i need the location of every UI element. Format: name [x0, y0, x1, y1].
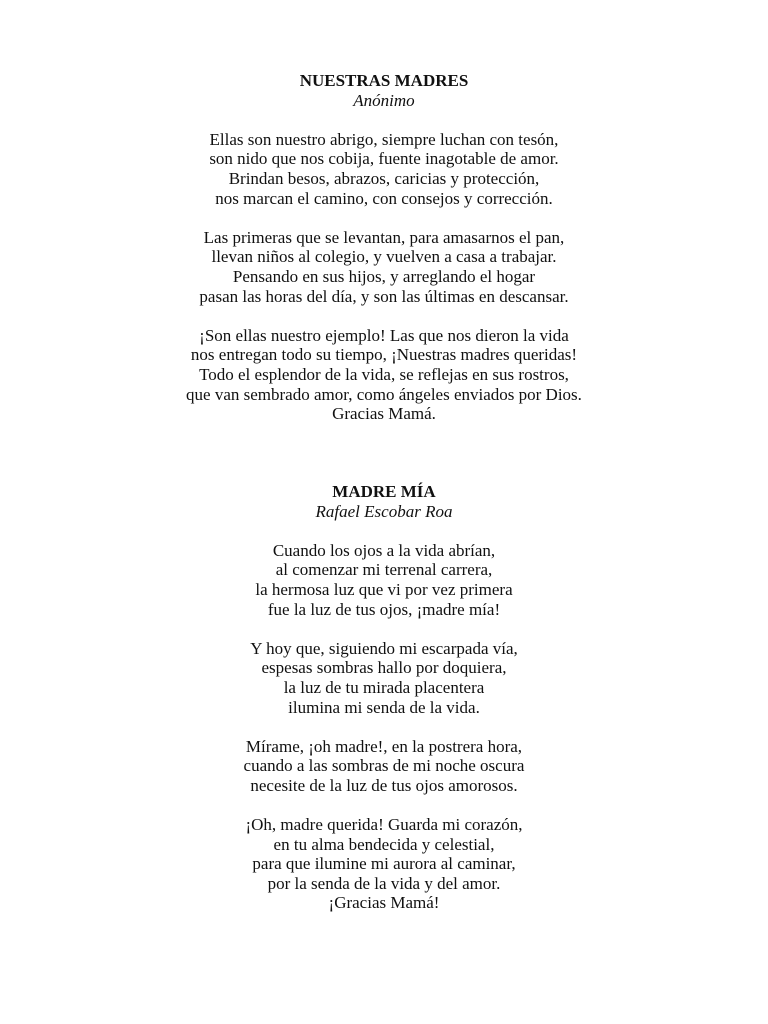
poem-line: Cuando los ojos a la vida abrían,	[272, 540, 496, 560]
poem-line: ¡Oh, madre querida! Guarda mi corazón,	[245, 815, 523, 835]
poem-line: al comenzar mi terrenal carrera,	[275, 560, 493, 580]
poem-line: pasan las horas del día, y son las últimas en descansar.	[199, 286, 569, 306]
poem-line: Brindan besos, abrazos, caricias y protección,	[228, 168, 540, 188]
stanza	[0, 815, 768, 913]
stanza	[0, 228, 768, 306]
poem-line: Gracias Mamá.	[332, 404, 436, 424]
poem-line: la luz de tu mirada placentera	[283, 677, 485, 697]
poem-nuestras-madres	[0, 71, 768, 424]
poem-line: Todo el esplendor de la vida, se reflejas en sus rostros,	[199, 364, 569, 384]
poem-line: que van sembrado amor, como ángeles enviados por Dios.	[186, 384, 582, 404]
poem-line: necesite de la luz de tus ojos amorosos.	[250, 775, 518, 795]
poem-line: espesas sombras hallo por doquiera,	[261, 658, 507, 678]
poem-line: la hermosa luz que vi por vez primera	[255, 579, 513, 599]
poem-line: ¡Son ellas nuestro ejemplo! Las que nos dieron la vida	[199, 325, 569, 345]
poem-line: Pensando en sus hijos, y arreglando el hogar	[232, 266, 536, 286]
poem-line: por la senda de la vida y del amor.	[267, 873, 501, 893]
stanza	[0, 639, 768, 717]
stanza	[0, 130, 768, 208]
stanza	[0, 326, 768, 424]
poem-madre-mia	[0, 482, 768, 913]
poem-line: cuando a las sombras de mi noche oscura	[243, 756, 525, 776]
poem-line: Ellas son nuestro abrigo, siempre luchan con tesón,	[209, 129, 559, 149]
poem-line: Las primeras que se levantan, para amasarnos el pan,	[203, 227, 565, 247]
poem-line: para que ilumine mi aurora al caminar,	[252, 854, 516, 874]
poem-line: en tu alma bendecida y celestial,	[273, 834, 495, 854]
poem-line: ¡Gracias Mamá!	[328, 893, 440, 913]
poem-line: nos marcan el camino, con consejos y corrección.	[215, 188, 553, 208]
poem-line: fue la luz de tus ojos, ¡madre mía!	[267, 599, 501, 619]
poem-line: ilumina mi senda de la vida.	[288, 697, 480, 717]
stanza	[0, 541, 768, 619]
poem-line: Mírame, ¡oh madre!, en la postrera hora,	[245, 736, 523, 756]
poem-author: Anónimo	[353, 90, 415, 110]
poem-line: Y hoy que, siguiendo mi escarpada vía,	[250, 638, 518, 658]
poem-line: nos entregan todo su tiempo, ¡Nuestras madres queridas!	[190, 345, 578, 365]
poem-author: Rafael Escobar Roa	[315, 501, 453, 521]
poem-line: llevan niños al colegio, y vuelven a casa a trabajar.	[211, 247, 557, 267]
poem-title: MADRE MÍA	[332, 482, 436, 501]
poem-title: NUESTRAS MADRES	[299, 71, 469, 90]
poem-line: son nido que nos cobija, fuente inagotable de amor.	[209, 149, 559, 169]
stanza	[0, 737, 768, 796]
